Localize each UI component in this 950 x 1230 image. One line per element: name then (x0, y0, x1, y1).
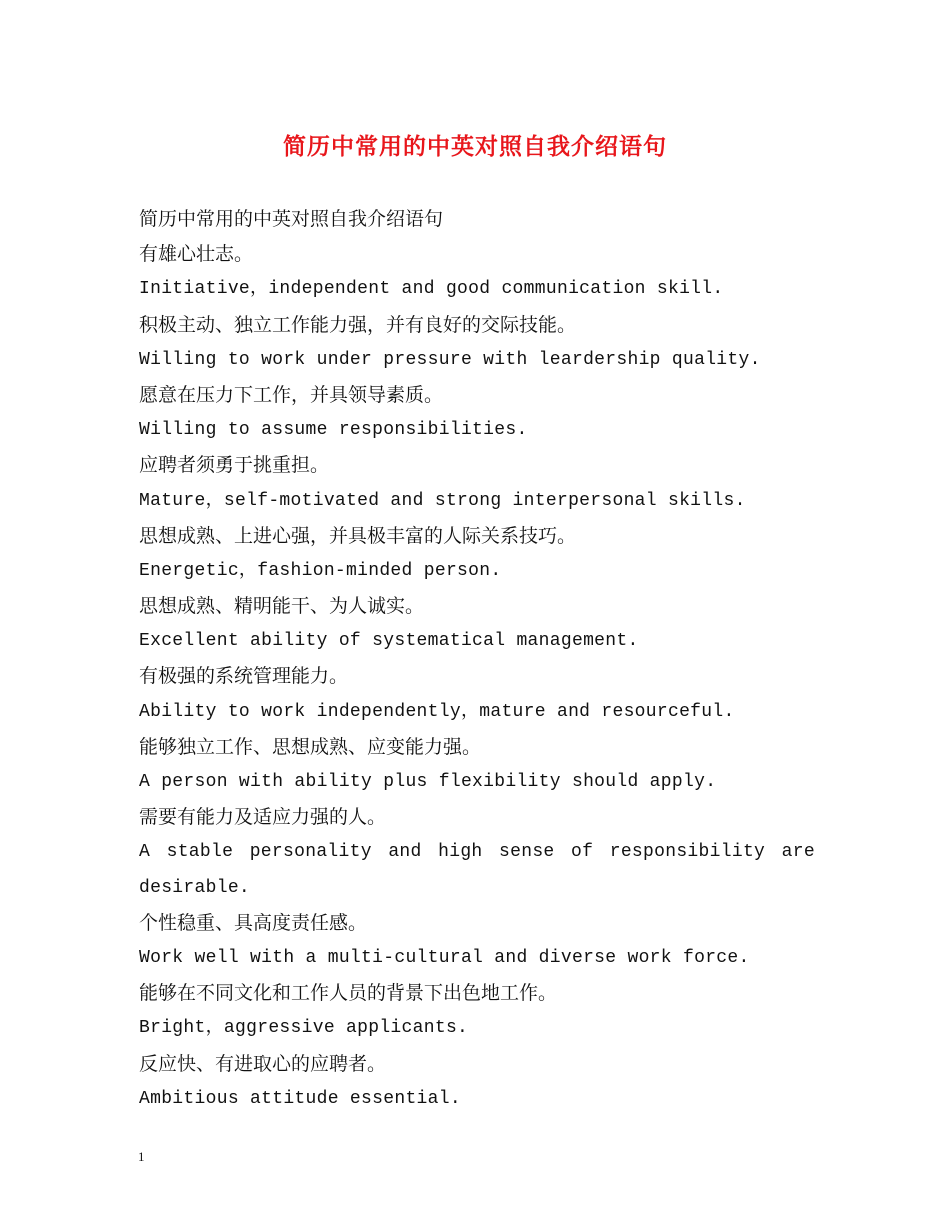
word: and (388, 842, 422, 863)
word: high (438, 842, 483, 863)
document-body (139, 202, 815, 1117)
text-line: 能够在不同文化和工作人员的背景下出色地工作。 (139, 982, 558, 1005)
text-line: 愿意在压力下工作，并具领导素质。 (139, 383, 444, 406)
text-line: 个性稳重、具高度责任感。 (139, 911, 368, 934)
word: personality (249, 842, 372, 863)
text-line: 积极主动、独立工作能力强，并有良好的交际技能。 (139, 313, 577, 336)
text-line: Energetic，fashion-minded person. (139, 560, 502, 581)
text-line: 有雄心壮志。 (139, 243, 254, 266)
page-title: 简历中常用的中英对照自我介绍语句 (283, 133, 667, 160)
text-line: Work well with a multi-cultural and diverse work force. (139, 947, 750, 968)
text-line: Mature，self-motivated and strong interpersonal skills. (139, 490, 746, 511)
word: are (781, 842, 815, 863)
text-line: Ability to work independently，mature and resourceful. (139, 701, 735, 722)
text-line: Willing to assume responsibilities. (139, 420, 528, 441)
word: A (139, 842, 151, 863)
page-number: 1 (138, 1149, 145, 1164)
text-line: 能够独立工作、思想成熟、应变能力强。 (139, 735, 482, 758)
justified-text-line (139, 835, 815, 870)
text-line: Initiative，independent and good communication skill. (139, 279, 724, 300)
text-line: 思想成熟、精明能干、为人诚实。 (139, 595, 425, 618)
text-line: 有极强的系统管理能力。 (139, 665, 349, 688)
text-line: Willing to work under pressure with leardership quality. (139, 349, 761, 370)
word: responsibility (609, 842, 766, 863)
text-line: 思想成熟、上进心强，并具极丰富的人际关系技巧。 (139, 524, 577, 547)
text-line: Excellent ability of systematical management. (139, 631, 639, 652)
text-line: 需要有能力及适应力强的人。 (139, 806, 387, 829)
text-line: 简历中常用的中英对照自我介绍语句 (139, 208, 444, 230)
text-line: A person with ability plus flexibility should apply. (139, 772, 717, 792)
text-line: Ambitious attitude essential. (139, 1088, 461, 1109)
text-line: 反应快、有进取心的应聘者。 (139, 1052, 387, 1075)
word: of (571, 842, 594, 863)
text-line: Bright，aggressive applicants. (139, 1018, 469, 1039)
word: sense (499, 842, 555, 863)
text-line: 应聘者须勇于挑重担。 (139, 454, 330, 477)
text-line: desirable. (139, 877, 251, 898)
word: stable (166, 842, 234, 863)
